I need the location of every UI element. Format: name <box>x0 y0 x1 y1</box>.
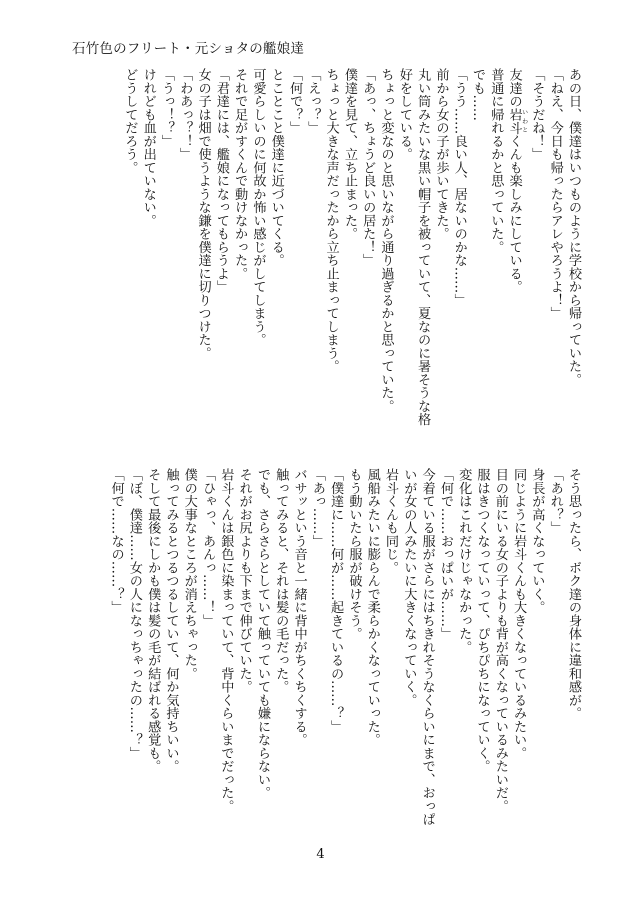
text-line: それで足がすくんで動けなかった。 <box>232 68 248 280</box>
text-block-bottom <box>106 468 582 826</box>
text-line: そう思ったら、ボク達の身体に違和感が。 <box>566 468 581 720</box>
text-line: 触ってみるとつるつるしていて、何か気持ちいい。 <box>163 468 179 773</box>
text-block-top <box>120 68 582 426</box>
text-line: 「あっ、ちょうど良いの居た！」 <box>360 68 376 267</box>
text-line: 前から女の子が歩いてきた。 <box>433 68 449 241</box>
text-line: 「何で？」 <box>287 68 303 135</box>
text-line: 女の子は畑で使うような鎌を僕達に切りつけた。 <box>195 68 211 360</box>
text-line: 服はきつくなっていって、ぴちぴちになっていく。 <box>474 468 490 773</box>
text-line: 可愛らしいのに何故か怖い感じがしてしまう。 <box>250 68 266 347</box>
text-line: 風船みたいに膨らんで柔らかくなっていった。 <box>364 468 380 747</box>
text-line: あの日、僕達はいつものように学校から帰っていた。 <box>566 68 581 386</box>
text-line: いが女の人みたいに大きくなっていく。 <box>401 468 417 707</box>
text-line: それがお尻よりも下まで伸びていた。 <box>236 468 252 694</box>
text-line: 岩斗くんも同じ。 <box>383 468 399 574</box>
text-line: バサッという音と一緒に背中がちくちくする。 <box>291 468 307 747</box>
running-header: 石竹色のフリート・元ショタの艦娘達 <box>72 41 305 57</box>
text-line: もう動いたら服が破けそう。 <box>346 468 362 641</box>
text-line: でも、さらさらとしていて触っていても嫌にならない。 <box>254 468 270 800</box>
text-line: 同じように岩斗くんも大きくなっているみたい。 <box>511 468 527 760</box>
text-line: どうしてだろう。 <box>122 68 138 174</box>
text-line: でも…… <box>470 68 486 121</box>
text-line: 友達の岩斗 いわとくんも楽しみにしている。 <box>506 68 528 294</box>
text-line: 「うっ！？」 <box>158 68 174 148</box>
text-line: そして最後にしかも僕は髪の毛が結ばれる感覚も。 <box>145 468 161 773</box>
text-line: 「僕達に……何が……起きているの……？」 <box>328 468 344 733</box>
text-line: 僕達を見て、立ち止まった。 <box>341 68 357 241</box>
text-line: けれども血が出ていない。 <box>140 68 156 227</box>
text-line: 身長が高くなっていく。 <box>529 468 545 614</box>
ruby-reading: いわと <box>520 107 528 135</box>
text-line: 「そうだね！」 <box>529 68 545 161</box>
text-line: 好をしている。 <box>396 68 412 161</box>
text-line: 変化はこれだけじゃなかった。 <box>456 468 472 654</box>
text-line: 「あっ……」 <box>309 468 325 548</box>
text-line: 「えっ？」 <box>305 68 321 135</box>
text-line: 「ぼ、僕達……女の人になっちゃったの……？」 <box>126 468 142 760</box>
ruby-word: 岩斗 いわと <box>506 107 528 135</box>
text-line: 「あれ？」 <box>547 468 563 535</box>
page-number: 4 <box>316 847 325 862</box>
text-line: 岩斗くんは銀色に染まっていて、背中くらいまでだった。 <box>218 468 234 813</box>
text-line: 「うう……良い人、居ないのかな……」 <box>451 68 467 307</box>
text-line: 「ひゃっ、あんっ……！」 <box>200 468 216 627</box>
text-line: 「君達には、艦娘になってもらうよ」 <box>213 68 229 294</box>
text-line: とことこと僕達に近づいてくる。 <box>268 68 284 267</box>
text-line: 「わあっ？！」 <box>177 68 193 161</box>
text-line: 僕の大事なところが消えちゃった。 <box>181 468 197 680</box>
text-line: 「何で……なの……？」 <box>108 468 124 614</box>
text-line: ちょっと変なのと思いながら通り過ぎるかと思っていた。 <box>378 68 394 413</box>
text-line: 丸い筒みたいな黒い帽子を被っていて、夏なのに暑そうな格 <box>415 68 431 426</box>
text-line: 「何で……おっぱいが……」 <box>437 468 453 641</box>
text-line: ちょっと大きな声だったから立ち止まってしまう。 <box>323 68 339 373</box>
text-line: 目の前にいる女の子よりも背が高くなっているみたいだ。 <box>492 468 508 813</box>
text-line: 今着ている服がさらにはちきれそうなくらいにまで、おっぱ <box>419 468 435 826</box>
text-line: 触ってみると、それは髪の毛だった。 <box>273 468 289 694</box>
text-line: 普通に帰れるかと思っていた。 <box>488 68 504 254</box>
text-line: 「ねえ、今日も帰ったらアレやろうよ！」 <box>547 68 563 320</box>
